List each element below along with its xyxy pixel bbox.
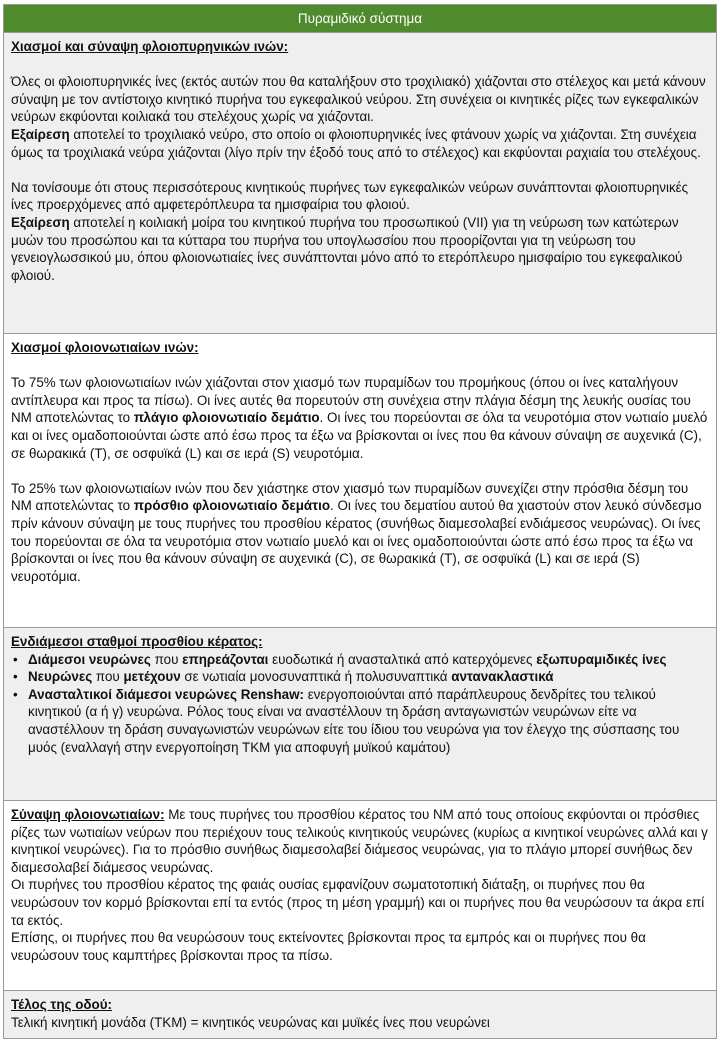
bold-term: Ανασταλτικοί διάμεσοι νευρώνες Renshaw:: [28, 686, 304, 702]
section-corticospinal-decussation: [4, 334, 716, 628]
text-span: Το 25% των φλοιονωτιαίων ινών που δεν χιάστηκε στον χιασμό των πυραμίδων συνεχίζει στην πρόσθια δέσμη του ΝΜ αποτελώντας το: [11, 480, 689, 514]
paragraph: Επίσης, οι πυρήνες που θα νευρώσουν τους εκτείνοντες βρίσκονται προς τα εμπρός και οι πυρήνες που θα νευρώσουν τους καμπτήρες βρίσκονται προς τα πίσω.: [11, 930, 646, 963]
section-title: Χιασμοί και σύναψη φλοιοπυρηνικών ινών:: [11, 39, 289, 54]
bold-term: αντανακλαστικά: [451, 669, 554, 685]
text-span: . Οι ίνες του δεματίου αυτού θα χιαστούν στον λευκό σύνδεσμο πρίν κάνουν σύναψη με τους πυρήνες του προσθίου κέρατος (συνήθως διαμεσολαβεί ενδιάμεσος νευρώνας). Οι ίνες του πορεύονται σε όλα τα νευροτόμια στον νωτιαίο μυελό και οι ίνες ομαδοποιούνται ώστε από έσω προς τα έξω να βρίσκονται οι ίνες που θα κάνουν σύναψη σε αυχενικά (C), σε θωρακικά (Τ), σε οσφυϊκά (L) και σε ιερά (S) νευροτόμια.: [11, 498, 702, 584]
section-anterior-horn-stations: [4, 628, 716, 801]
paragraph: [11, 214, 709, 284]
bold-term: επηρεάζονται: [182, 651, 269, 667]
text-span: που: [150, 651, 183, 667]
text-span: Με τους πυρήνες του προσθίου κέρατος του ΝΜ από τους οποίους εκφύονται οι πρόσθιες ρίζες των νωτιαίων νεύρων που περιέχουν τους τελικούς κινητικούς νευρώνες (κυρίως α κινητικοί νευρώνες αλλά και γ κινητικοί νευρώνες). Για το πρόσθιο συνήθως διαμεσολαβεί διάμεσος νευρώνας, για το πλάγιο μπορεί συνήθως δεν διαμεσολαβεί διάμεσος νευρώνας.: [11, 807, 708, 875]
bold-term: πλάγιο φλοιονωτιαίο δεμάτιο: [133, 410, 320, 426]
paragraph: Να τονίσουμε ότι στους περισσότερους κινητικούς πυρήνες των εγκεφαλικών νεύρων συνάπτονται φλοιοπυρηνικές ίνες προερχόμενες από αμφετερόπλευρα τα ημισφαίρια του φλοιού.: [11, 179, 689, 213]
section-title: Ενδιάμεσοι σταθμοί προσθίου κέρατος:: [11, 634, 263, 649]
text-span: ευοδωτικά ή ανασταλτικά από κατερχόμενες: [268, 651, 537, 667]
list-item: [11, 651, 709, 669]
paragraph: Τελική κινητική μονάδα (ΤΚΜ) = κινητικός νευρώνας και μυϊκές ίνες που νευρώνει: [11, 1014, 490, 1030]
bullet-list: [11, 651, 709, 757]
text-span: . Οι ίνες του πορεύονται σε όλα τα νευροτόμια στον νωτιαίο μυελό και οι ίνες ομαδοποιούνται ώστε από έσω προς τα έξω να βρίσκονται οι ίνες που θα κάνουν σύναψη σε αυχενικά (C), σε θωρακικά (Τ), σε οσφυϊκά (L) και σε ιερά (S) νευροτόμια.: [11, 410, 708, 461]
paragraph: Όλες οι φλοιοπυρηνικές ίνες (εκτός αυτών που θα καταλήξουν στο τροχιλιακό) χιάζονται στο στέλεχος και μετά κάνουν σύναψη με τον αντίστοιχο κινητικό πυρήνα του εγκεφαλικού νεύρου. Στη συνέχεια οι κινητικές ρίζες των εγκεφαλικών νεύρων εκφύονται κοιλιακά του στελέχους χωρίς να χιάζονται.: [11, 74, 706, 125]
section-end-of-pathway: [4, 991, 716, 1039]
section-title: Σύναψη φλοιονωτιαίων:: [11, 807, 165, 822]
section-title: Τέλος της οδού:: [11, 997, 112, 1012]
bold-term: Εξαίρεση: [11, 126, 70, 142]
document-table: [3, 4, 717, 1039]
list-item: [11, 686, 709, 756]
text-span: σε νωτιαία μονοσυναπτικά ή πολυσυναπτικά: [180, 669, 452, 685]
text-span: που: [92, 669, 124, 685]
paragraph: [11, 480, 709, 586]
text-span: Το 75% των φλοιονωτιαίων ινών χιάζονται στον χιασμό των πυραμίδων του προμήκους (όπου οι ίνες καταλήγουν αντίπλευρα και προς τα πίσω). Οι ίνες αυτές θα πορευτούν στη συνέχεια στην πλάγια δέσμη της λευκής ουσίας του ΝΜ αποτελώντας το: [11, 375, 691, 426]
section-title: Χιασμοί φλοιονωτιαίων ινών:: [11, 340, 199, 355]
bold-term: εξωπυραμιδικές ίνες: [536, 651, 667, 667]
bold-term: Διάμεσοι νευρώνες: [28, 651, 151, 667]
page-title: Πυραμιδικό σύστημα: [4, 5, 716, 33]
section-corticospinal-synapse: [4, 801, 716, 991]
paragraph: [11, 126, 709, 161]
paragraph: [11, 374, 709, 462]
text-span: αποτελεί η κοιλιακή μοίρα του κινητικού πυρήνα του προσωπικού (VII) για τη νεύρωση των κατώτερων μυών του προσώπου και τα κύτταρα του πυρήνα του υπογλωσσίου που προορίζονται για τη νεύρωση του γενειογλωσσικού μυ, όπου φλοιονωτιαίες ίνες συνάπτονται μόνο από το ετερόπλευρο ημισφαίριο του εγκεφαλικού φλοιού.: [11, 214, 683, 283]
text-span: αποτελεί το τροχιλιακό νεύρο, στο οποίο οι φλοιοπυρηνικές ίνες φτάνουν χωρίς να χιάζονται. Στη συνέχεια όμως τα τροχιλιακά νεύρα χιάζονται (λίγο πρίν την έξοδό τους από το στέλεχος) και εκφύονται ραχιαία του στελέχους.: [11, 126, 701, 160]
bold-term: πρόσθιο φλοιονωτιαίο δεμάτιο: [133, 498, 331, 514]
paragraph: [11, 806, 709, 876]
section-cortico-nuclear-decussation: [4, 33, 716, 334]
text-span: ενεργοποιούνται από παράπλευρους δενδρίτες του τελικού κινητικού (α ή γ) νευρώνα. Ρόλος τους είναι να αναστέλλουν τη δράση ανταγωνιστών νευρώνων είτε να αναστέλλουν τη δράση συναγωνιστών νευρώνων είτε του ίδιου του νευρώνα για τον έλεγχο της σύσπασης του μυός (εναλλαγή στην ενεργοποίηση ΤΚΜ για αποφυγή μυϊκού καμάτου): [28, 686, 680, 755]
bold-term: Εξαίρεση: [11, 214, 70, 230]
paragraph: Οι πυρήνες του προσθίου κέρατος της φαιάς ουσίας εμφανίζουν σωματοτοπική διάταξη, οι πυρήνες που θα νευρώσουν τον κορμό βρίσκονται επί τα εντός (προς τη μέση γραμμή) και οι πυρήνες που θα νευρώσουν τα άκρα επί τα εκτός.: [11, 877, 705, 928]
bold-term: μετέχουν: [123, 669, 181, 685]
list-item: [11, 668, 709, 686]
bold-term: Νευρώνες: [28, 669, 93, 685]
